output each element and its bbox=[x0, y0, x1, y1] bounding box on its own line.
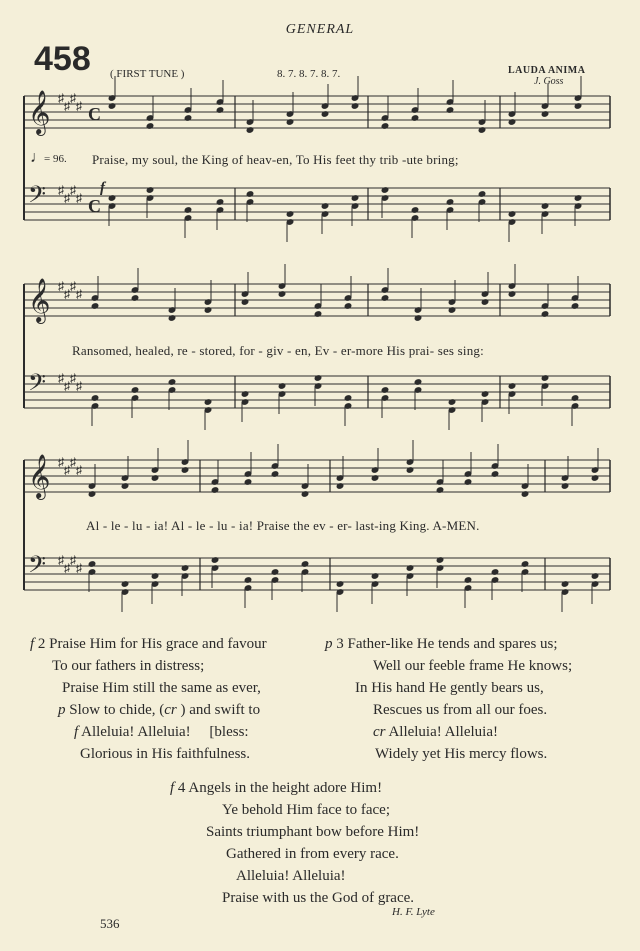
note-head bbox=[591, 474, 600, 482]
sharp-icon: ♯ bbox=[64, 379, 70, 393]
note-head bbox=[351, 102, 360, 110]
note-head bbox=[286, 118, 295, 126]
tune-name: LAUDA ANIMA bbox=[508, 65, 586, 76]
verse-number: 4 bbox=[177, 780, 186, 796]
lyric-line-3: Al - le - lu - ia! Al - le - lu - ia! Praise the ev - er- last-ing King. A-MEN. bbox=[86, 518, 480, 533]
sharp-icon: ♯ bbox=[76, 99, 82, 113]
note-head bbox=[381, 122, 390, 130]
note-head bbox=[541, 202, 550, 210]
sharp-icon: ♯ bbox=[70, 553, 76, 567]
note-head bbox=[406, 564, 415, 572]
treble-clef-icon: 𝄞 bbox=[28, 453, 51, 498]
note-head bbox=[216, 198, 225, 206]
note-head bbox=[184, 114, 193, 122]
note-head bbox=[508, 210, 517, 218]
lyric-line-1: Praise, my soul, the King of heav-en, To His feet thy trib -ute bring; bbox=[92, 152, 459, 167]
note-head bbox=[481, 298, 490, 306]
sharp-icon: ♯ bbox=[58, 279, 64, 293]
time-signature: C bbox=[88, 196, 101, 216]
sharp-icon: ♯ bbox=[64, 99, 70, 113]
page-number: 536 bbox=[100, 916, 120, 931]
verse-text: Alleluia! Alleluia! bbox=[388, 724, 498, 740]
note-head bbox=[521, 560, 530, 568]
treble-clef-icon: 𝄞 bbox=[28, 89, 51, 134]
verse-line bbox=[30, 743, 267, 765]
note-head bbox=[314, 310, 323, 318]
note-head bbox=[414, 314, 423, 322]
verse-line bbox=[325, 677, 572, 699]
sharp-icon: ♯ bbox=[70, 371, 76, 385]
note-head bbox=[88, 490, 97, 498]
note-head bbox=[411, 114, 420, 122]
verse-line bbox=[170, 799, 419, 821]
tune-label: ( FIRST TUNE ) bbox=[110, 68, 185, 80]
dynamic-mark: f bbox=[30, 636, 35, 652]
dynamic-forte: f bbox=[100, 180, 105, 196]
note-head bbox=[464, 478, 473, 486]
note-head bbox=[448, 306, 457, 314]
verse-text: Alleluia! Alleluia! bbox=[81, 724, 191, 740]
verse-line bbox=[170, 821, 419, 843]
sharp-icon: ♯ bbox=[76, 463, 82, 477]
note-head bbox=[446, 198, 455, 206]
dynamic-mark: p bbox=[325, 636, 333, 652]
verse-3 bbox=[325, 633, 572, 765]
verse-line bbox=[30, 655, 267, 677]
note-head bbox=[478, 190, 487, 198]
verse-text: [bless: bbox=[209, 724, 249, 740]
sharp-icon: ♯ bbox=[64, 463, 70, 477]
note-head bbox=[184, 206, 193, 214]
note-head bbox=[244, 478, 253, 486]
hymn-number: 458 bbox=[34, 40, 91, 78]
note-head bbox=[271, 568, 280, 576]
note-head bbox=[121, 580, 130, 588]
note-head bbox=[146, 186, 155, 194]
note-head bbox=[336, 580, 345, 588]
note-head bbox=[246, 190, 255, 198]
note-head bbox=[131, 294, 140, 302]
note-head bbox=[344, 394, 353, 402]
note-head bbox=[108, 102, 117, 110]
note-head bbox=[351, 194, 360, 202]
note-head bbox=[448, 398, 457, 406]
note-head bbox=[244, 576, 253, 584]
note-head bbox=[321, 202, 330, 210]
note-head bbox=[541, 374, 550, 382]
bass-clef-icon: 𝄢 bbox=[28, 180, 47, 214]
verse-text: Saints triumphant bow before Him! bbox=[206, 824, 420, 840]
note-head bbox=[571, 394, 580, 402]
bass-clef-icon: 𝄢 bbox=[28, 550, 47, 584]
note-head bbox=[508, 290, 517, 298]
bass-clef-icon: 𝄢 bbox=[28, 368, 47, 402]
verse-line bbox=[325, 699, 572, 721]
sharp-icon: ♯ bbox=[76, 287, 82, 301]
note-head bbox=[344, 302, 353, 310]
note-head bbox=[406, 466, 415, 474]
verse-text: Ye behold Him face to face; bbox=[222, 802, 391, 818]
note-head bbox=[574, 194, 583, 202]
note-head bbox=[561, 482, 570, 490]
note-head bbox=[541, 110, 550, 118]
verse-text: Well our feeble frame He knows; bbox=[373, 658, 573, 674]
verse-text: Widely yet His mercy flows. bbox=[375, 746, 548, 762]
verse-text: Alleluia! Alleluia! bbox=[236, 868, 346, 884]
note-head bbox=[561, 580, 570, 588]
verse-text: Rescues us from all our foes. bbox=[373, 702, 548, 718]
verse-text: In His hand He gently bears us, bbox=[355, 680, 544, 696]
note-head bbox=[91, 302, 100, 310]
note-head bbox=[321, 110, 330, 118]
note-head bbox=[278, 290, 287, 298]
note-head bbox=[411, 206, 420, 214]
verse-text: Glorious in His faithfulness. bbox=[80, 746, 250, 762]
note-head bbox=[271, 470, 280, 478]
verse-text: To our fathers in distress; bbox=[52, 658, 205, 674]
note-head bbox=[436, 556, 445, 564]
quarter-note-icon: ♩ bbox=[30, 149, 46, 166]
sharp-icon: ♯ bbox=[76, 191, 82, 205]
note-head bbox=[371, 572, 380, 580]
verse-line bbox=[30, 633, 267, 655]
verse-text: Praise with us the God of grace. bbox=[222, 890, 415, 906]
note-head bbox=[336, 482, 345, 490]
verse-line bbox=[325, 655, 572, 677]
dynamic-mark: cr bbox=[373, 724, 386, 740]
note-head bbox=[168, 314, 177, 322]
note-head bbox=[446, 106, 455, 114]
note-head bbox=[151, 474, 160, 482]
note-head bbox=[381, 186, 390, 194]
verse-line bbox=[170, 887, 419, 909]
verse-line bbox=[30, 677, 267, 699]
dynamic-mark: f bbox=[74, 724, 79, 740]
note-head bbox=[314, 374, 323, 382]
note-head bbox=[286, 210, 295, 218]
sharp-icon: ♯ bbox=[70, 91, 76, 105]
sharp-icon: ♯ bbox=[70, 183, 76, 197]
verse-text: ) and swift to bbox=[180, 702, 261, 718]
note-head bbox=[246, 126, 255, 134]
verse-2 bbox=[30, 633, 267, 765]
note-head bbox=[491, 568, 500, 576]
sharp-icon: ♯ bbox=[64, 561, 70, 575]
verse-line bbox=[325, 721, 572, 743]
sharp-icon: ♯ bbox=[58, 553, 64, 567]
dynamic-mark: f bbox=[170, 780, 175, 796]
verse-4 bbox=[170, 777, 419, 909]
note-head bbox=[211, 556, 220, 564]
verse-text: Slow to chide, ( bbox=[69, 702, 165, 718]
note-head bbox=[436, 486, 445, 494]
note-head bbox=[146, 122, 155, 130]
dynamic-mark: p bbox=[58, 702, 66, 718]
dynamic-mark: cr bbox=[164, 702, 177, 718]
sharp-icon: ♯ bbox=[76, 379, 82, 393]
sharp-icon: ♯ bbox=[58, 371, 64, 385]
note-head bbox=[381, 294, 390, 302]
note-head bbox=[491, 470, 500, 478]
note-head bbox=[301, 560, 310, 568]
sharp-icon: ♯ bbox=[76, 561, 82, 575]
note-head bbox=[216, 106, 225, 114]
sharp-icon: ♯ bbox=[58, 455, 64, 469]
note-head bbox=[371, 474, 380, 482]
time-signature: C bbox=[88, 104, 101, 124]
note-head bbox=[591, 572, 600, 580]
note-head bbox=[478, 126, 487, 134]
sharp-icon: ♯ bbox=[70, 455, 76, 469]
verse-line bbox=[325, 743, 572, 765]
note-head bbox=[414, 378, 423, 386]
text-author: H. F. Lyte bbox=[392, 906, 435, 918]
meter: 8. 7. 8. 7. 8. 7. bbox=[277, 68, 341, 80]
note-head bbox=[278, 382, 287, 390]
verse-text: Father-like He tends and spares us; bbox=[347, 636, 558, 652]
verse-number: 2 bbox=[37, 636, 46, 652]
section-heading: GENERAL bbox=[285, 22, 355, 37]
sharp-icon: ♯ bbox=[70, 279, 76, 293]
note-head bbox=[541, 310, 550, 318]
verse-line bbox=[170, 777, 419, 799]
note-head bbox=[131, 386, 140, 394]
verse-line bbox=[170, 865, 419, 887]
note-head bbox=[381, 386, 390, 394]
note-head bbox=[521, 490, 530, 498]
treble-clef-icon: 𝄞 bbox=[28, 277, 51, 322]
note-head bbox=[464, 576, 473, 584]
note-head bbox=[151, 572, 160, 580]
note-head bbox=[241, 298, 250, 306]
note-head bbox=[508, 382, 517, 390]
verse-number: 3 bbox=[336, 636, 344, 652]
verse-line bbox=[170, 843, 419, 865]
sharp-icon: ♯ bbox=[64, 287, 70, 301]
verse-line bbox=[325, 633, 572, 655]
note-head bbox=[181, 466, 190, 474]
note-head bbox=[574, 102, 583, 110]
verse-text: Praise Him still the same as ever, bbox=[62, 680, 261, 696]
verse-line bbox=[30, 699, 267, 721]
note-head bbox=[571, 302, 580, 310]
sharp-icon: ♯ bbox=[64, 191, 70, 205]
sharp-icon: ♯ bbox=[58, 183, 64, 197]
note-head bbox=[168, 378, 177, 386]
note-head bbox=[121, 482, 130, 490]
note-head bbox=[301, 490, 310, 498]
verse-line bbox=[30, 721, 267, 743]
note-head bbox=[204, 306, 213, 314]
verse-text: Gathered in from every race. bbox=[226, 846, 399, 862]
note-head bbox=[204, 398, 213, 406]
lyric-line-2: Ransomed, healed, re - stored, for - giv - en, Ev - er-more His prai- ses sing: bbox=[72, 343, 484, 358]
note-head bbox=[181, 564, 190, 572]
note-head bbox=[211, 486, 220, 494]
verse-text: Angels in the height adore Him! bbox=[188, 780, 383, 796]
note-head bbox=[508, 118, 517, 126]
note-head bbox=[88, 560, 97, 568]
verse-text: Praise Him for His grace and favour bbox=[49, 636, 267, 652]
note-head bbox=[241, 390, 250, 398]
tempo-marking: = 96. bbox=[44, 153, 67, 165]
note-head bbox=[91, 394, 100, 402]
sharp-icon: ♯ bbox=[58, 91, 64, 105]
note-head bbox=[108, 194, 117, 202]
composer: J. Goss bbox=[534, 76, 564, 87]
note-head bbox=[481, 390, 490, 398]
